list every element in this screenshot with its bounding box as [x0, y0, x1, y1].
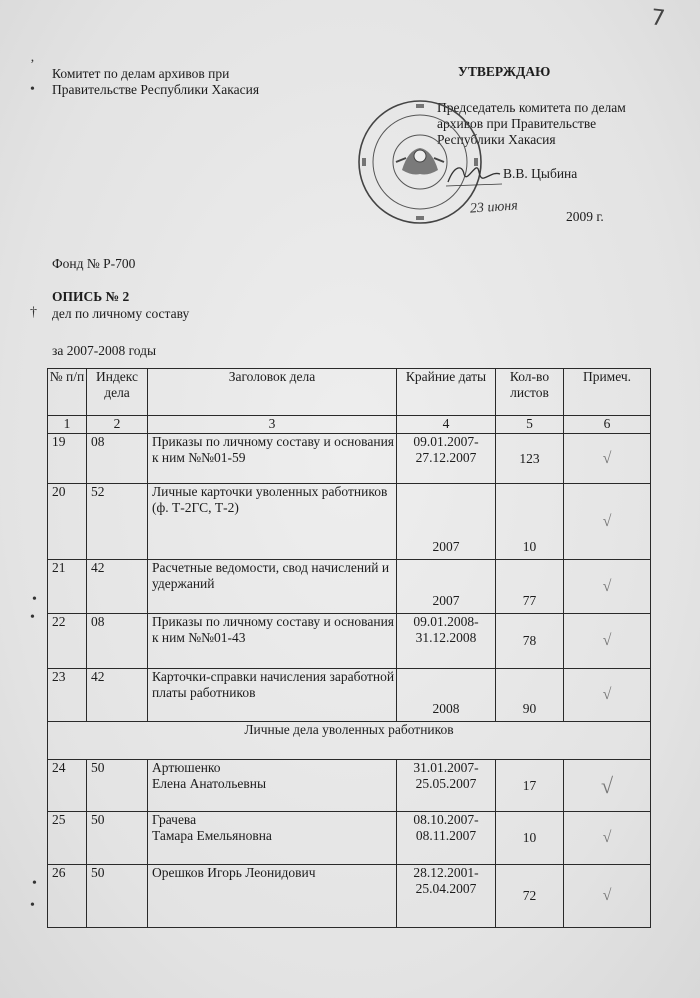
- table-row: [48, 484, 651, 560]
- margin-mark: •: [32, 876, 37, 891]
- row-title: Карточки-справки начисления заработной платы работников: [148, 669, 397, 722]
- row-number: 20: [48, 484, 87, 560]
- approval-position: Председатель комитета по делам архивов при Правительстве Республики Хакасия: [437, 100, 626, 147]
- column-number: 2: [87, 416, 148, 434]
- row-title: Личные карточки уволенных работников (ф. Т-2ГС, Т-2): [148, 484, 397, 560]
- column-number: 4: [397, 416, 496, 434]
- check-mark-icon: √: [564, 614, 651, 669]
- column-number: 5: [496, 416, 564, 434]
- approval-title: УТВЕРЖДАЮ: [458, 64, 551, 79]
- row-sheets: 78: [496, 614, 564, 669]
- row-dates: 2007: [397, 484, 496, 560]
- column-number: 3: [148, 416, 397, 434]
- check-mark-icon: √: [564, 669, 651, 722]
- inventory-period: за 2007-2008 годы: [52, 343, 157, 358]
- column-header: Индекс дела: [87, 369, 148, 416]
- approver-name: В.В. Цыбина: [503, 166, 578, 181]
- inventory-table: [47, 368, 651, 928]
- fond-number: Фонд № Р-700: [52, 256, 136, 271]
- row-dates: 09.01.2008-31.12.2008: [397, 614, 496, 669]
- row-index: 52: [87, 484, 148, 560]
- row-index: 50: [87, 760, 148, 812]
- row-index: 50: [87, 812, 148, 865]
- row-title-line: Орешков Игорь Леонидович: [152, 865, 316, 880]
- column-header: Заголовок дела: [148, 369, 397, 416]
- table-header-row: [48, 369, 651, 416]
- table-row: [48, 434, 651, 484]
- row-index: 08: [87, 434, 148, 484]
- row-title-line: Тамара Емельяновна: [152, 828, 272, 843]
- check-mark-icon: √: [564, 760, 651, 812]
- margin-mark: •: [30, 82, 35, 97]
- row-index: 50: [87, 865, 148, 928]
- row-title: Приказы по личному составу и основания к ним №№01-43: [148, 614, 397, 669]
- section-header-row: [48, 722, 651, 760]
- column-number-row: [48, 416, 651, 434]
- check-mark-icon: √: [564, 434, 651, 484]
- handwritten-date: 23 июня: [469, 198, 519, 217]
- column-number: 6: [564, 416, 651, 434]
- organization-name: Комитет по делам архивов при Правительстве Республики Хакасия: [52, 66, 260, 97]
- row-dates: 28.12.2001-25.04.2007: [397, 865, 496, 928]
- row-index: 42: [87, 560, 148, 614]
- margin-mark: •: [30, 610, 35, 625]
- row-number: 23: [48, 669, 87, 722]
- row-dates: 2008: [397, 669, 496, 722]
- row-number: 24: [48, 760, 87, 812]
- table-row: [48, 865, 651, 928]
- row-number: 25: [48, 812, 87, 865]
- row-title: Расчетные ведомости, свод начислений и удержаний: [148, 560, 397, 614]
- row-sheets: 10: [496, 812, 564, 865]
- table-row: [48, 812, 651, 865]
- check-mark-icon: √: [564, 865, 651, 928]
- row-dates: 31.01.2007-25.05.2007: [397, 760, 496, 812]
- table-row: [48, 760, 651, 812]
- row-sheets: 123: [496, 434, 564, 484]
- row-number: 21: [48, 560, 87, 614]
- row-title: Приказы по личному составу и основания к ним №№01-59: [148, 434, 397, 484]
- row-number: 19: [48, 434, 87, 484]
- row-index: 42: [87, 669, 148, 722]
- row-number: 26: [48, 865, 87, 928]
- row-sheets: 72: [496, 865, 564, 928]
- check-mark-icon: √: [564, 812, 651, 865]
- table-row: [48, 669, 651, 722]
- check-mark-icon: √: [564, 560, 651, 614]
- inventory-subtitle: дел по личному составу: [52, 306, 190, 321]
- column-header: Примеч.: [564, 369, 651, 416]
- row-dates: 09.01.2007-27.12.2007: [397, 434, 496, 484]
- table-row: [48, 560, 651, 614]
- row-index: 08: [87, 614, 148, 669]
- margin-mark: •: [30, 898, 35, 913]
- column-header: № п/п: [48, 369, 87, 416]
- table-row: [48, 614, 651, 669]
- row-sheets: 10: [496, 484, 564, 560]
- margin-mark: •: [32, 592, 37, 607]
- row-title-line: Елена Анатольевны: [152, 776, 267, 791]
- column-header: Кол-во листов: [496, 369, 564, 416]
- section-title: Личные дела уволенных работников: [48, 722, 651, 760]
- row-sheets: 77: [496, 560, 564, 614]
- check-mark-icon: √: [564, 484, 651, 560]
- signature-icon: [444, 160, 504, 190]
- row-title: [148, 760, 397, 812]
- inventory-title: ОПИСЬ № 2: [52, 289, 130, 304]
- row-title-line: Грачева: [152, 812, 197, 827]
- row-sheets: 17: [496, 760, 564, 812]
- row-title-line: Артюшенко: [152, 760, 221, 775]
- page-number: 7: [649, 5, 667, 32]
- column-header: Крайние даты: [397, 369, 496, 416]
- row-title: [148, 812, 397, 865]
- row-dates: 2007: [397, 560, 496, 614]
- row-sheets: 90: [496, 669, 564, 722]
- approval-year: 2009 г.: [566, 209, 604, 224]
- column-number: 1: [48, 416, 87, 434]
- margin-mark: †: [30, 305, 37, 320]
- row-number: 22: [48, 614, 87, 669]
- row-title: [148, 865, 397, 928]
- margin-mark: ‚: [30, 50, 35, 65]
- row-dates: 08.10.2007-08.11.2007: [397, 812, 496, 865]
